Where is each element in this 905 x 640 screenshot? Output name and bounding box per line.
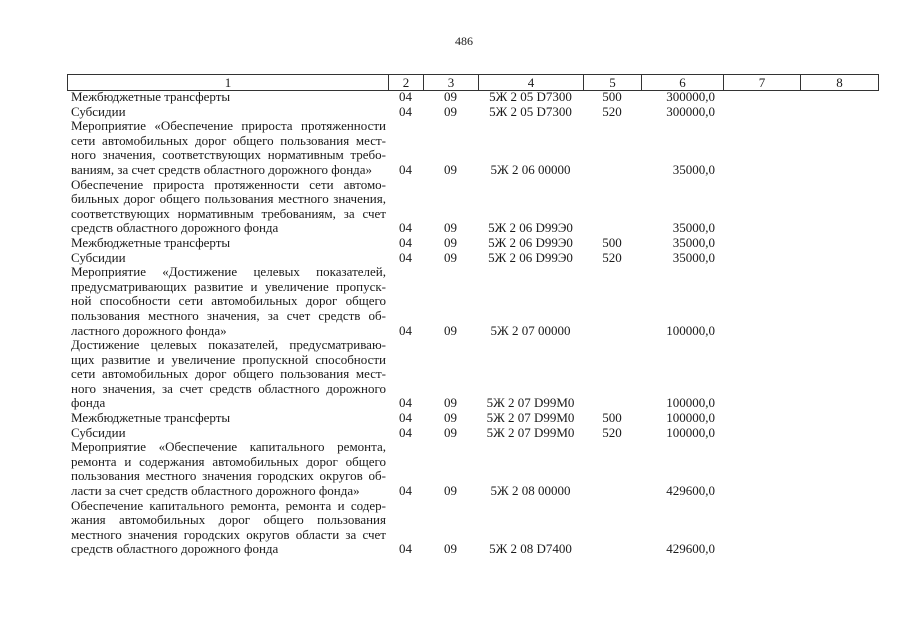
expense-type-code: 500 <box>602 410 622 426</box>
expense-type-code: 500 <box>602 89 622 104</box>
description-line: Мероприятие «Достижение целевых показателей, <box>71 264 386 280</box>
section-code: 04 <box>399 234 412 250</box>
table-row <box>67 426 723 441</box>
description-line: сети автомобильных дорог общего пользования мест- <box>71 366 386 382</box>
header-col-1: 1 <box>68 75 389 90</box>
row-description <box>67 499 388 557</box>
description-line: ластного дорожного фонда» <box>71 322 227 338</box>
section-code: 04 <box>399 249 412 265</box>
target-article-code: 5Ж 2 05 D7300 <box>489 103 572 119</box>
row-description <box>67 411 388 426</box>
description-line: Обеспечение прироста протяженности сети автомо- <box>71 176 386 192</box>
description-line: Субсидии <box>71 103 126 119</box>
description-line: ного значения, соответствующих нормативным требо- <box>71 147 386 163</box>
table-row <box>67 499 723 557</box>
target-article-code: 5Ж 2 06 00000 <box>490 161 571 177</box>
amount: 100000,0 <box>666 395 715 411</box>
table-row <box>67 440 723 498</box>
subsection-code: 09 <box>444 410 457 426</box>
description-line: Мероприятие «Обеспечение прироста протяженности <box>71 118 386 134</box>
target-article-code: 5Ж 2 06 D99Э0 <box>488 220 573 236</box>
header-col-5: 5 <box>584 75 642 90</box>
target-article-code: 5Ж 2 08 D7400 <box>489 541 572 557</box>
subsection-code: 09 <box>444 103 457 119</box>
description-line: Межбюджетные трансферты <box>71 234 231 250</box>
row-description <box>67 90 388 105</box>
description-line: сети автомобильных дорог общего пользования мест- <box>71 132 386 148</box>
page-number: 486 <box>455 34 473 48</box>
section-code: 04 <box>399 541 412 557</box>
description-line: Достижение целевых показателей, предусматриваю- <box>71 337 386 353</box>
section-code: 04 <box>399 322 412 338</box>
description-line: средств областного дорожного фонда <box>71 541 279 557</box>
description-line: Обеспечение капитального ремонта, ремонта и содер- <box>71 497 386 513</box>
row-description <box>67 105 388 120</box>
section-code: 04 <box>399 395 412 411</box>
amount: 300000,0 <box>666 103 715 119</box>
description-line: Межбюджетные трансферты <box>71 410 231 426</box>
table-row <box>67 251 723 266</box>
subsection-code: 09 <box>444 220 457 236</box>
table-row <box>67 338 723 411</box>
target-article-code: 5Ж 2 08 00000 <box>490 483 571 499</box>
row-description <box>67 426 388 441</box>
section-code: 04 <box>399 424 412 440</box>
table-row <box>67 105 723 120</box>
subsection-code: 09 <box>444 424 457 440</box>
subsection-code: 09 <box>444 395 457 411</box>
expense-type-code: 520 <box>602 424 622 440</box>
header-col-8: 8 <box>836 75 843 90</box>
target-article-code: 5Ж 2 05 D7300 <box>489 89 572 104</box>
expense-type-code: 500 <box>602 234 622 250</box>
header-col-2: 2 <box>389 75 424 90</box>
description-line: Межбюджетные трансферты <box>71 89 231 104</box>
header-col-3: 3 <box>424 75 479 90</box>
table-row <box>67 119 723 177</box>
section-code: 04 <box>399 161 412 177</box>
subsection-code: 09 <box>444 541 457 557</box>
amount: 100000,0 <box>666 424 715 440</box>
table-row <box>67 236 723 251</box>
subsection-code: 09 <box>444 322 457 338</box>
description-line: Субсидии <box>71 249 126 265</box>
row-description <box>67 440 388 498</box>
target-article-code: 5Ж 2 06 D99Э0 <box>488 234 573 250</box>
section-code: 04 <box>399 220 412 236</box>
description-line: ремонта и содержания автомобильных дорог общего <box>71 453 386 469</box>
row-description <box>67 178 388 236</box>
description-line: предусматривающих развитие и увеличение пропуск- <box>71 278 386 294</box>
subsection-code: 09 <box>444 161 457 177</box>
description-line: бильных дорог общего пользования местного значения, <box>71 191 386 207</box>
description-line: Субсидии <box>71 424 126 440</box>
description-line: местного значения городских округов области за счет <box>71 526 386 542</box>
amount: 35000,0 <box>672 249 715 265</box>
target-article-code: 5Ж 2 07 D99M0 <box>486 395 575 411</box>
target-article-code: 5Ж 2 07 D99M0 <box>486 424 575 440</box>
table-row <box>67 90 723 105</box>
row-description <box>67 338 388 411</box>
description-line: Мероприятие «Обеспечение капитального ремонта, <box>71 439 386 455</box>
header-col-6: 6 <box>642 75 724 90</box>
header-col-4: 4 <box>479 75 584 90</box>
expense-type-code: 520 <box>602 249 622 265</box>
table-body <box>67 90 723 557</box>
subsection-code: 09 <box>444 249 457 265</box>
row-description <box>67 251 388 266</box>
description-line: ласти за счет средств областного дорожного фонда» <box>71 483 360 499</box>
table-row <box>67 265 723 338</box>
description-line: ной способности сети автомобильных дорог общего <box>71 293 386 309</box>
amount: 35000,0 <box>672 234 715 250</box>
target-article-code: 5Ж 2 07 00000 <box>490 322 571 338</box>
amount: 100000,0 <box>666 410 715 426</box>
description-line: пользования местного значения, за счет средств об- <box>71 307 386 323</box>
description-line: соответствующих нормативным требованиям, за счет <box>71 205 386 221</box>
amount: 429600,0 <box>666 483 715 499</box>
amount: 100000,0 <box>666 322 715 338</box>
description-line: пользования местного значения городских округов об- <box>71 468 386 484</box>
amount: 35000,0 <box>672 161 715 177</box>
expense-type-code: 520 <box>602 103 622 119</box>
target-article-code: 5Ж 2 06 D99Э0 <box>488 249 573 265</box>
row-description <box>67 236 388 251</box>
subsection-code: 09 <box>444 89 457 104</box>
row-description <box>67 119 388 177</box>
section-code: 04 <box>399 89 412 104</box>
target-article-code: 5Ж 2 07 D99M0 <box>486 410 575 426</box>
description-line: щих развитие и увеличение пропускной способности <box>71 351 386 367</box>
description-line: средств областного дорожного фонда <box>71 220 279 236</box>
description-line: фонда <box>71 395 106 411</box>
row-description <box>67 265 388 338</box>
amount: 429600,0 <box>666 541 715 557</box>
subsection-code: 09 <box>444 483 457 499</box>
table-row <box>67 178 723 236</box>
description-line: ваниям, за счет средств областного дорожного фонда» <box>71 161 373 177</box>
section-code: 04 <box>399 483 412 499</box>
header-col-7: 7 <box>724 75 801 90</box>
description-line: жания автомобильных дорог общего пользования <box>71 512 386 528</box>
section-code: 04 <box>399 410 412 426</box>
amount: 35000,0 <box>672 220 715 236</box>
amount: 300000,0 <box>666 89 715 104</box>
section-code: 04 <box>399 103 412 119</box>
description-line: ного значения, за счет средств областного дорожного <box>71 380 386 396</box>
subsection-code: 09 <box>444 234 457 250</box>
table-row <box>67 411 723 426</box>
